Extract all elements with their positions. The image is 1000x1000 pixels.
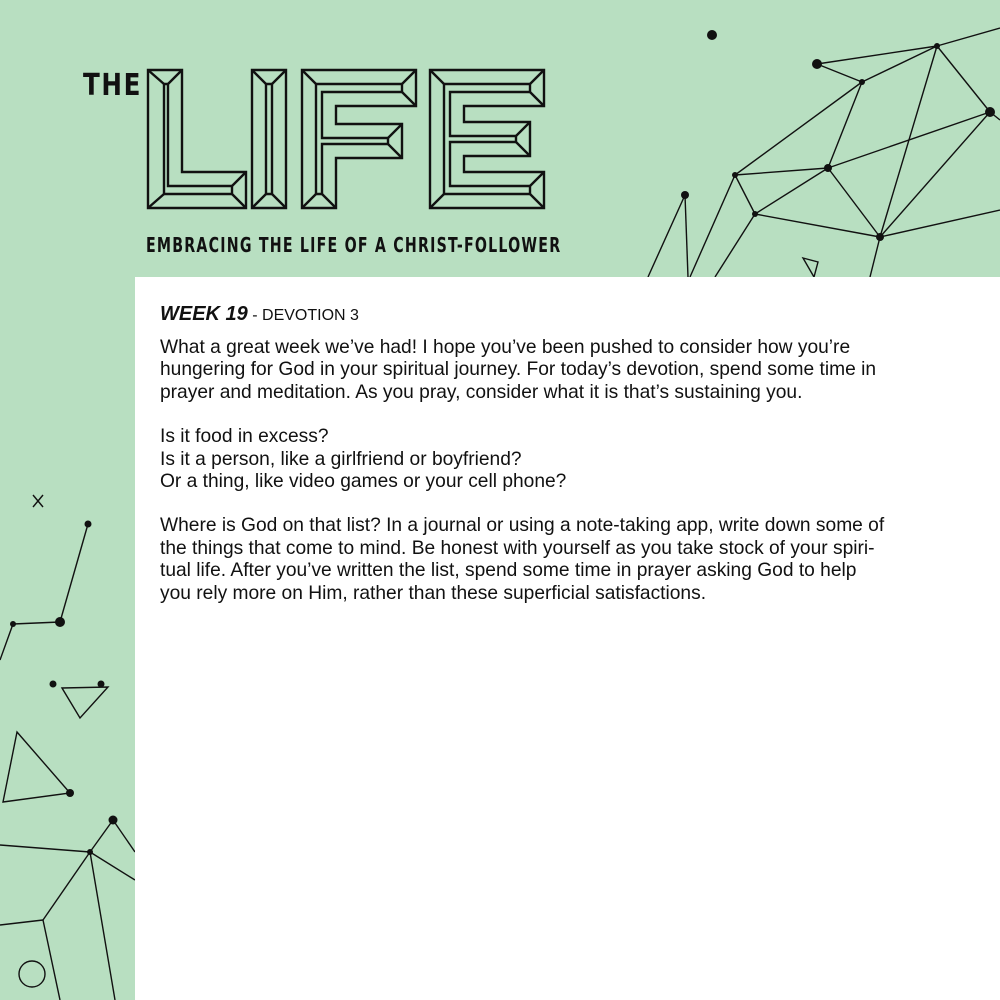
devotion-panel bbox=[135, 277, 1000, 1000]
text-line: tual life. After you’ve written the list, spend some time in prayer asking God to help bbox=[160, 560, 857, 582]
text-line: Or a thing, like video games or your cell phone? bbox=[160, 471, 567, 493]
text-line: Where is God on that list? In a journal or using a note-taking app, write down some of bbox=[160, 515, 885, 537]
logo-the-word: THE bbox=[83, 68, 143, 103]
text-line: Is it food in excess? bbox=[160, 426, 329, 448]
paragraph-intro bbox=[160, 337, 990, 404]
text-line: prayer and meditation. As you pray, consider what it is that’s sustaining you. bbox=[160, 381, 803, 403]
text-line: the things that come to mind. Be honest with yourself as you take stock of your spiri- bbox=[160, 537, 875, 559]
logo-tagline: EMBRACING THE LIFE OF A CHRIST-FOLLOWER bbox=[146, 233, 562, 257]
paragraph-reflection bbox=[160, 515, 990, 605]
week-label: WEEK 19 bbox=[160, 303, 248, 325]
text-line: Is it a person, like a girlfriend or boyfriend? bbox=[160, 448, 522, 470]
devotion-label: - DEVOTION 3 bbox=[247, 307, 359, 324]
text-line: hungering for God in your spiritual journey. For today’s devotion, spend some time in bbox=[160, 359, 877, 381]
week-heading bbox=[160, 303, 990, 327]
text-line: you rely more on Him, rather than these superficial satisfactions. bbox=[160, 582, 707, 604]
text-line: What a great week we’ve had! I hope you’ve been pushed to consider how you’re bbox=[160, 337, 851, 358]
devotion-content bbox=[160, 303, 990, 605]
paragraph-questions bbox=[160, 426, 990, 493]
life-logo bbox=[140, 64, 560, 214]
